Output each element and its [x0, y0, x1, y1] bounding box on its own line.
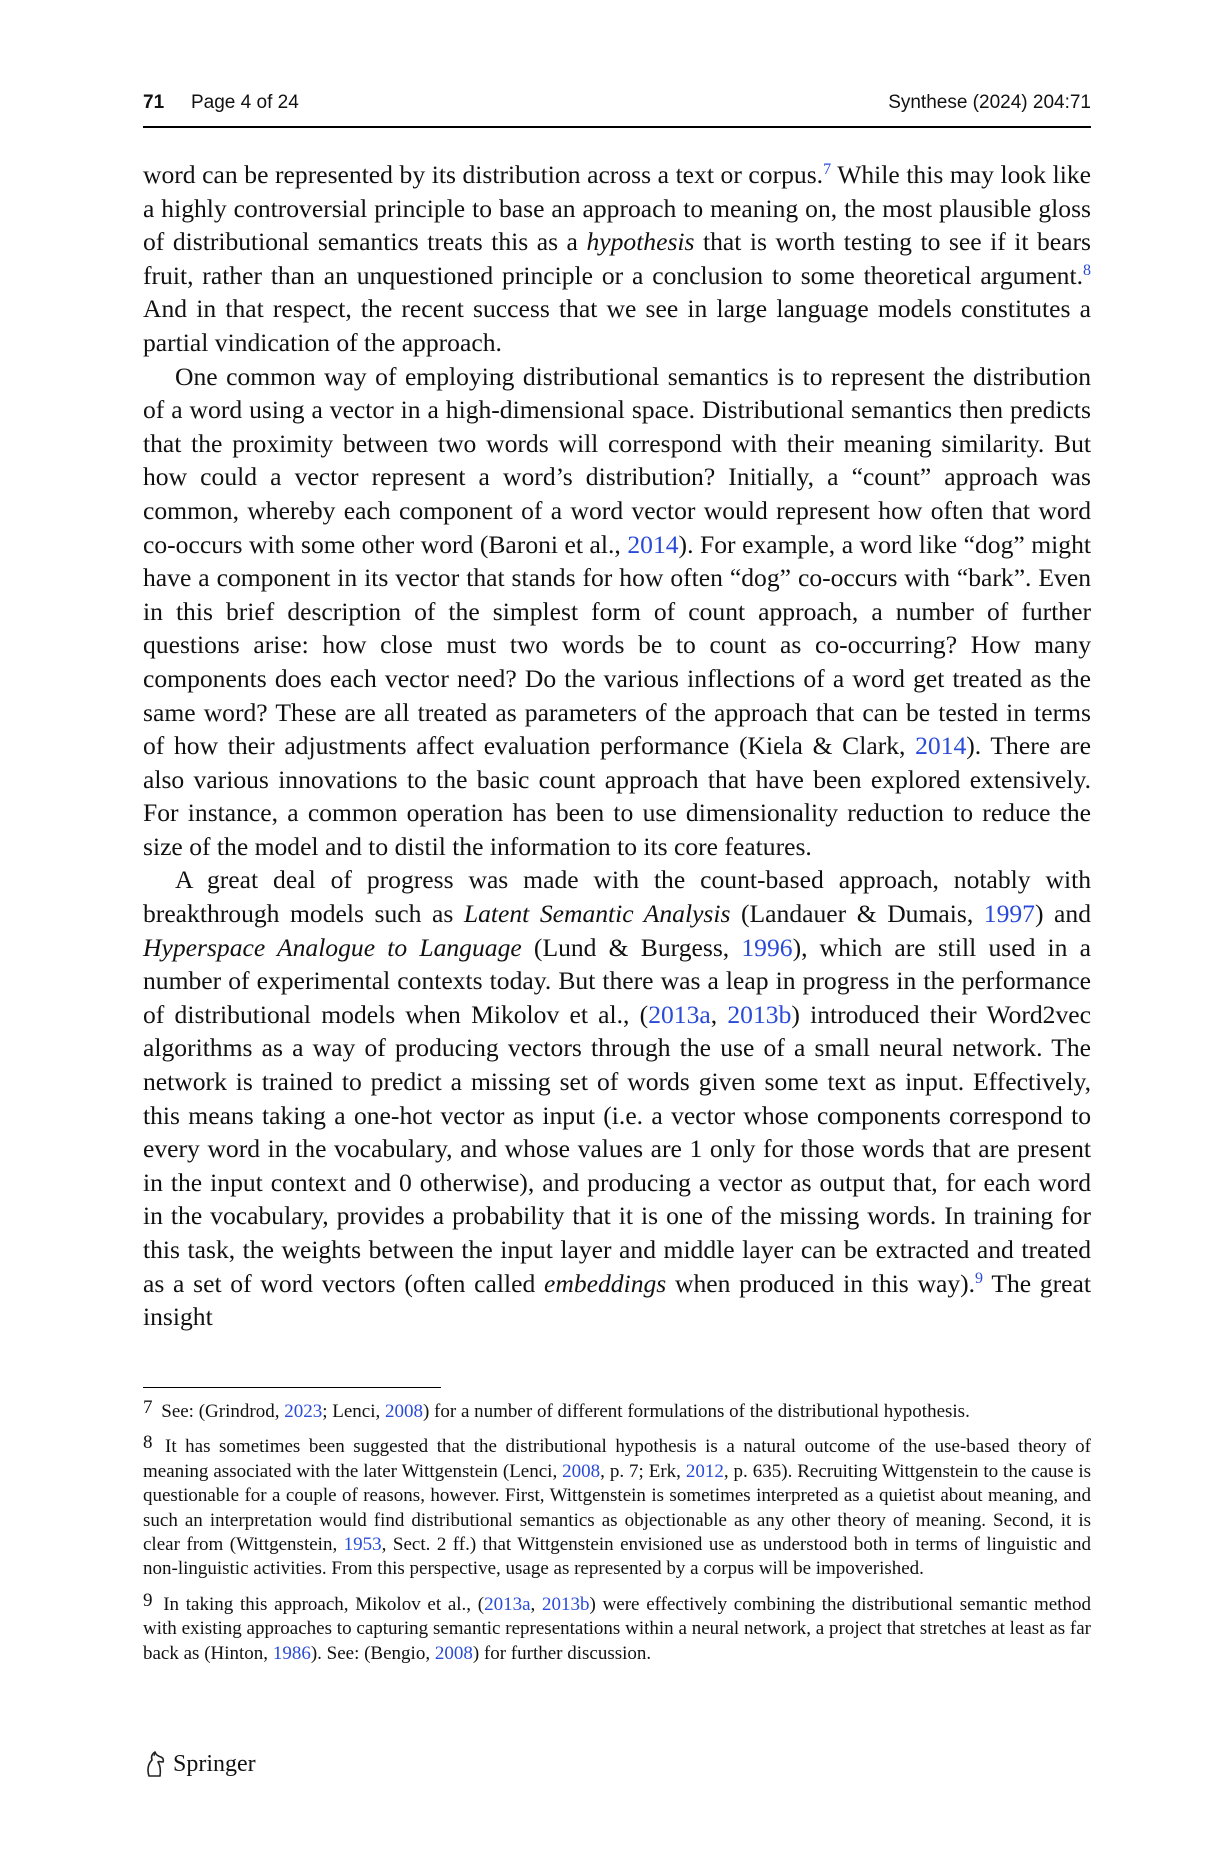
emphasis: hypothesis [586, 227, 695, 257]
page-indicator: Page 4 of 24 [191, 92, 299, 113]
publisher-footer [143, 1749, 256, 1779]
text-span: One common way of employing distributional semantics is to represent the distribution of a word using a vector in a high-dimensional space. Distributional semantics then predicts that the proximity between two words will correspond with their meaning similarity. But how could a vector represent a word’s distribution? Initially, a “count” approach was common, whereby each component of a word vector would represent how often that word co-occurs with some other word (Baroni et al., [143, 361, 1091, 559]
citation-link[interactable]: 2014 [627, 529, 679, 559]
emphasis: Latent Semantic Analysis [463, 899, 731, 929]
text-span: word can be represented by its distribution across a text or corpus. [143, 160, 824, 189]
citation-link[interactable]: 2012 [685, 1460, 724, 1482]
footnote-9 [143, 1589, 1091, 1666]
citation-link[interactable]: 2008 [434, 1642, 473, 1664]
text-span: ). See: (Bengio, [310, 1642, 435, 1664]
text-span: when produced in this way). [666, 1268, 976, 1298]
article-number: 71 [143, 92, 165, 113]
text-span: , p. 7; Erk, [600, 1460, 686, 1482]
text-span: (Landauer & Dumais, [730, 899, 984, 929]
footnote-divider [143, 1387, 441, 1388]
citation-link[interactable]: 2023 [284, 1401, 323, 1422]
text-span: ). For example, a word like “dog” might have a component in its vector that stands for how often “dog” co-occurs with “bark”. Even in this brief description of the simplest form of count approach, a number of further questions arise: how close must two words be to count as co-occurring? How many components does each vector need? Do the various inflections of a word get treated as the same word? These are all treated as parameters of the approach that can be tested in terms of how their adjustments affect evaluation performance (Kiela & Clark, [143, 529, 1091, 761]
citation-link[interactable]: 1996 [741, 932, 793, 962]
text-span: , Sect. 2 ff.) that Wittgenstein envisioned use as understood both in terms of linguistic and non-linguistic activities. From this perspective, usage as represented by a corpus will be impoverished. [143, 1534, 1091, 1580]
citation-link[interactable]: 2014 [915, 731, 967, 761]
text-span: that is worth testing to see if it bears fruit, rather than an unquestioned principle or a conclusion to some theoretical argument. [143, 227, 1091, 290]
text-span: ) for further discussion. [472, 1642, 652, 1664]
springer-horse-icon [143, 1750, 167, 1778]
citation-link[interactable]: 1997 [983, 899, 1035, 929]
footnote-number: 7 [143, 1397, 153, 1418]
body-text [143, 158, 1091, 1334]
citation-link[interactable]: 2013b [727, 999, 792, 1029]
paragraph-2 [143, 360, 1091, 864]
text-span: A great deal of progress was made with the count-based approach, notably with breakthrough models such as [143, 865, 1091, 929]
journal-citation: Synthese (2024) 204:71 [888, 92, 1091, 113]
footnote-number: 9 [143, 1589, 153, 1611]
text-span: In taking this approach, Mikolov et al., ( [156, 1593, 485, 1615]
citation-link[interactable]: 1953 [343, 1534, 382, 1556]
footnote-7 [143, 1396, 1091, 1424]
text-span: ). There are also various innovations to the basic count approach that have been explored extensively. For instance, a common operation has been to use dimensionality reduction to reduce the size of the model and to distil the information to its core features. [143, 731, 1091, 861]
text-span: And in that respect, the recent success that we see in large language models constitutes a partial vindication of the approach. [143, 294, 1091, 357]
citation-link[interactable]: 2008 [562, 1460, 601, 1482]
running-header [143, 92, 1091, 128]
text-span: ) introduced their Word2vec algorithms as a way of producing vectors through the use of a small neural network. The network is trained to predict a missing set of words given some text as input. Effectively, this means taking a one-hot vector as input (i.e. a vector whose components correspond to every word in the vocabulary, and whose values are 1 only for those words that are present in the input context and 0 otherwise), and producing a vector as output that, for each word in the vocabulary, provides a probability that it is one of the missing words. In training for this task, the weights between the input layer and middle layer can be extracted and treated as a set of word vectors (often called [143, 999, 1091, 1298]
text-span: (Lund & Burgess, [521, 932, 742, 962]
text-span: , [530, 1593, 543, 1615]
publisher-name: Springer [173, 1750, 256, 1777]
citation-link[interactable]: 2013b [542, 1593, 590, 1615]
citation-link[interactable]: 1986 [272, 1642, 311, 1664]
emphasis: embeddings [544, 1268, 667, 1298]
text-span: , p. 635). Recruiting Wittgenstein to the cause is questionable for a couple of reasons, however. First, Wittgenstein is sometimes interpreted as a quietist about meaning, and such an interpretation would find distributional semantics as objectionable as any other theory of meaning. Second, it is clear from (Wittgenstein, [143, 1460, 1091, 1556]
citation-link[interactable]: 2013a [648, 999, 711, 1029]
text-span: ; Lenci, [322, 1401, 385, 1422]
citation-link[interactable]: 2013a [484, 1593, 531, 1615]
citation-link[interactable]: 2008 [384, 1401, 423, 1422]
footnote-number: 8 [143, 1432, 153, 1454]
footnote-ref-8[interactable]: 8 [1083, 261, 1091, 279]
footnote-8 [143, 1431, 1091, 1581]
text-span: ), which are still used in a number of experimental contexts today. But there was a leap in progress in the performance of distributional models when Mikolov et al., ( [143, 932, 1092, 1029]
paragraph-1 [143, 158, 1091, 360]
text-span: ) for a number of different formulations of the distributional hypothesis. [422, 1401, 970, 1422]
footnote-ref-9[interactable]: 9 [975, 1269, 984, 1287]
text-span: ) and [1034, 899, 1092, 929]
emphasis: Hyperspace Analogue to Language [143, 932, 522, 962]
text-span: It has sometimes been suggested that the distributional hypothesis is a natural outcome of the use-based theory of meaning associated with the later Wittgenstein (Lenci, [143, 1436, 1091, 1482]
text-span: ) were effectively combining the distributional semantic method with existing approaches to capturing semantic representations within a neural network, a project that stretches at least as far back as (Hinton, [143, 1593, 1091, 1664]
footnote-ref-7[interactable]: 7 [823, 161, 832, 178]
paragraph-3 [143, 863, 1091, 1333]
text-span: , [710, 999, 728, 1029]
text-span: See: (Grindrod, [156, 1401, 285, 1422]
footnotes [143, 1396, 1091, 1673]
text-span: While this may look like a highly controversial principle to base an approach to meaning on, the most plausible gloss of distributional semantics treats this as a [143, 160, 1091, 257]
text-span: The great insight [143, 1268, 1091, 1332]
